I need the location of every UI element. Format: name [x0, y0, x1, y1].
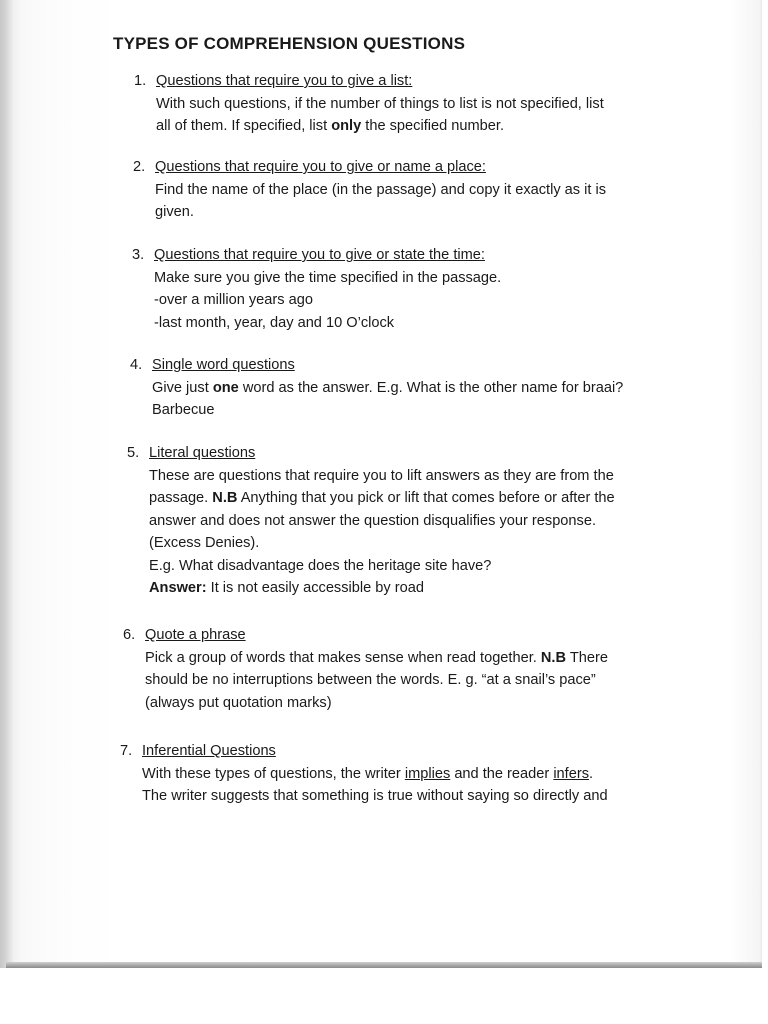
item-heading: Questions that require you to give or state the time: — [154, 247, 485, 263]
item-text: (always put quotation marks) — [145, 694, 332, 711]
item-heading: Inferential Questions — [142, 743, 276, 759]
item-text: all of them. If specified, list only the specified number. — [156, 118, 505, 134]
item-number: 2. — [133, 159, 146, 175]
item-text: With such questions, if the number of things to list is not specified, list — [156, 95, 604, 112]
item-text: Give just one word as the answer. E.g. What is the other name for braai? — [152, 379, 624, 396]
item-text: With these types of questions, the writer implies and the reader infers. — [142, 765, 594, 782]
item-number: 5. — [127, 445, 140, 461]
item-text: answer and does not answer the question disqualifies your response. — [149, 512, 597, 529]
item-text: These are questions that require you to lift answers as they are from the — [149, 467, 614, 484]
item-text: passage. N.B Anything that you pick or lift that comes before or after the — [149, 490, 615, 506]
item-heading: Questions that require you to give or name a place: — [155, 159, 486, 175]
item-text: should be no interruptions between the words. E. g. “at a snail’s pace” — [145, 672, 596, 688]
item-text: The writer suggests that something is true without saying so directly and — [142, 788, 608, 804]
item-number: 4. — [130, 357, 143, 373]
item-heading: Questions that require you to give a list: — [156, 73, 413, 89]
item-text: Barbecue — [152, 402, 215, 418]
item-number: 1. — [134, 73, 147, 89]
item-number: 7. — [120, 743, 133, 759]
page-bottom-edge — [6, 962, 762, 968]
item-text: given. — [155, 204, 194, 220]
item-text: Answer: It is not easily accessible by road — [149, 580, 424, 596]
item-text: E.g. What disadvantage does the heritage site have? — [149, 557, 492, 574]
page-title: TYPES OF COMPREHENSION QUESTIONS — [113, 34, 466, 53]
item-text: Pick a group of words that makes sense when read together. N.B There — [145, 649, 608, 666]
item-number: 6. — [123, 627, 136, 643]
item-heading: Literal questions — [149, 445, 256, 461]
item-heading: Single word questions — [152, 357, 295, 373]
page-edge-shadow — [0, 0, 14, 968]
item-number: 3. — [132, 247, 145, 263]
item-text: -over a million years ago — [154, 292, 313, 308]
item-text: Find the name of the place (in the passage) and copy it exactly as it is — [155, 181, 607, 198]
item-heading: Quote a phrase — [145, 627, 246, 643]
item-text: Make sure you give the time specified in the passage. — [154, 269, 502, 286]
item-text: (Excess Denies). — [149, 535, 260, 551]
item-text: -last month, year, day and 10 O’clock — [154, 314, 395, 331]
